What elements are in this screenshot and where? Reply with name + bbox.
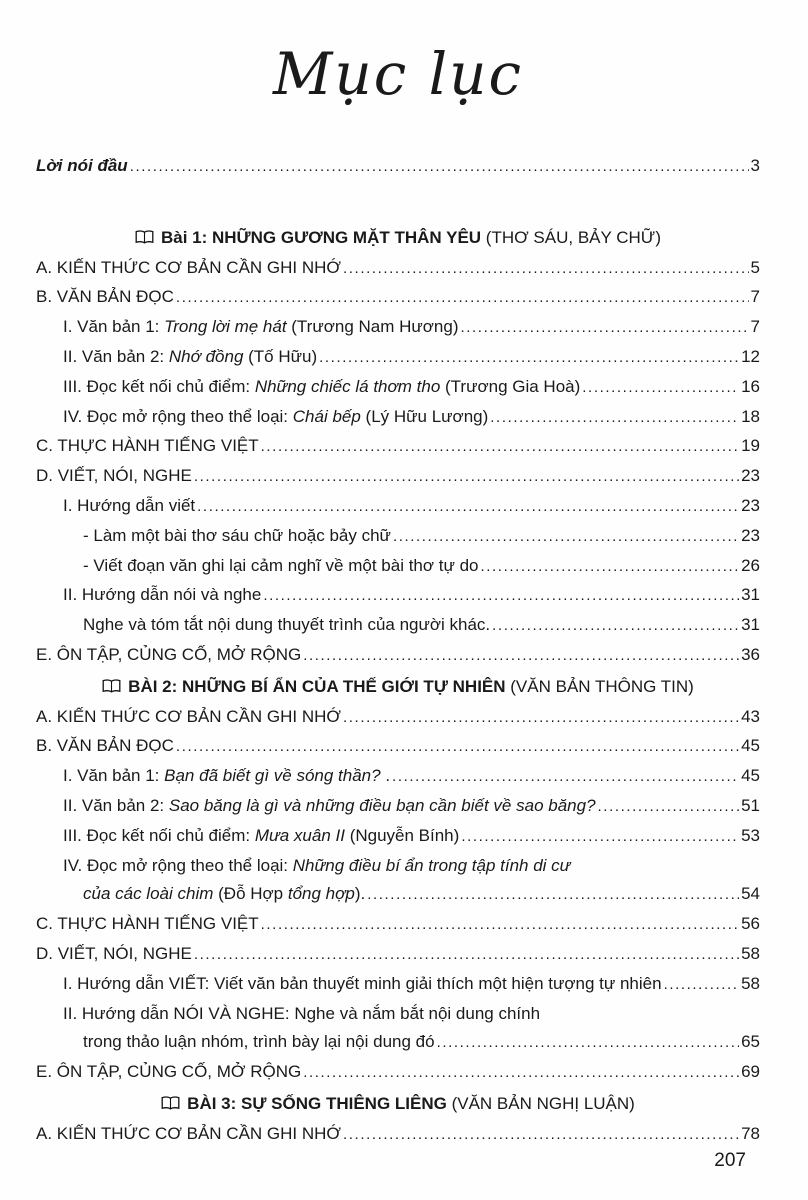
toc-page-number: 65 xyxy=(741,1032,760,1052)
dot-leader xyxy=(197,492,739,522)
toc-entry xyxy=(36,852,760,881)
toc-entry xyxy=(36,403,760,433)
toc-entry-text: E. ÔN TẬP, CỦNG CỐ, MỞ RỘNG xyxy=(36,1062,302,1082)
dot-leader xyxy=(598,792,740,822)
dot-leader xyxy=(194,462,739,492)
toc-entry-text: E. ÔN TẬP, CỦNG CỐ, MỞ RỘNG xyxy=(36,644,302,664)
dot-leader xyxy=(303,1058,739,1088)
toc-page-number: 18 xyxy=(741,406,760,426)
toc-entry-text: B. VĂN BẢN ĐỌC xyxy=(36,736,174,756)
toc-page-number: 23 xyxy=(741,466,760,486)
dot-leader xyxy=(481,552,740,582)
toc-entry xyxy=(36,641,760,671)
toc-page-number: 23 xyxy=(741,525,760,545)
dot-leader xyxy=(176,283,749,313)
book-icon xyxy=(135,225,154,254)
toc-entry xyxy=(36,1058,760,1088)
toc-page-number: 45 xyxy=(741,736,760,756)
dot-leader xyxy=(263,581,739,611)
dot-leader xyxy=(367,880,739,910)
dot-leader xyxy=(492,611,739,641)
toc-page-number: 3 xyxy=(750,156,760,175)
toc-entry-text: Lời nói đầu xyxy=(36,156,128,175)
dot-leader xyxy=(461,822,739,852)
dot-leader xyxy=(261,432,739,462)
toc-entry-text: III. Đọc kết nối chủ điểm: Những chiếc lá thơm tho (Trương Gia Hoà) xyxy=(63,376,581,396)
dot-leader xyxy=(582,373,739,403)
toc-entry xyxy=(36,970,760,1000)
dot-leader xyxy=(490,403,739,433)
page-number: 207 xyxy=(714,1150,746,1171)
toc-entry-text: - Viết đoạn văn ghi lại cảm nghĩ về một bài thơ tự do xyxy=(83,555,479,575)
toc-list xyxy=(36,152,760,1150)
dot-leader xyxy=(461,313,749,343)
toc-entry-text: I. Hướng dẫn VIẾT: Viết văn bản thuyết minh giải thích một hiện tượng tự nhiên xyxy=(63,973,662,993)
toc-page-number: 23 xyxy=(741,495,760,515)
toc-page-number: 16 xyxy=(741,376,760,396)
toc-page-number: 69 xyxy=(741,1062,760,1082)
toc-page-number: 19 xyxy=(741,436,760,456)
toc-page-number: 7 xyxy=(750,287,760,307)
dot-leader xyxy=(343,254,749,284)
toc-entry xyxy=(36,152,760,182)
toc-page-number: 58 xyxy=(741,973,760,993)
toc-heading xyxy=(36,224,760,254)
toc-page-number: 26 xyxy=(741,555,760,575)
toc-entry-text: C. THỰC HÀNH TIẾNG VIỆT xyxy=(36,914,259,934)
toc-page-number: 45 xyxy=(741,766,760,786)
toc-heading xyxy=(36,1090,760,1120)
toc-entry-text: II. Hướng dẫn NÓI VÀ NGHE: Nghe và nắm bắt nội dung chính xyxy=(63,1003,541,1023)
toc-entry xyxy=(36,254,760,284)
toc-entry xyxy=(36,822,760,852)
toc-entry xyxy=(36,522,760,552)
toc-entry-text: I. Văn bản 1: Trong lời mẹ hát (Trương Nam Hương) xyxy=(63,317,459,337)
toc-entry xyxy=(36,611,760,641)
toc-page-number: 36 xyxy=(741,644,760,664)
toc-entry-text: Bài 1: NHỮNG GƯƠNG MẶT THÂN YÊU (THƠ SÁU, BẢY CHỮ) xyxy=(160,227,661,247)
toc-entry xyxy=(36,703,760,733)
toc-entry-text: trong thảo luận nhóm, trình bày lại nội dung đó xyxy=(83,1032,435,1052)
toc-entry xyxy=(36,462,760,492)
toc-entry-text: D. VIẾT, NÓI, NGHE xyxy=(36,466,192,486)
toc-entry xyxy=(36,732,760,762)
dot-leader xyxy=(130,152,749,182)
page-title: Mục lục xyxy=(272,40,524,108)
toc-entry xyxy=(36,552,760,582)
toc-entry-text: D. VIẾT, NÓI, NGHE xyxy=(36,943,192,963)
dot-leader xyxy=(343,1120,739,1150)
toc-entry xyxy=(36,1120,760,1150)
toc-entry-text: I. Văn bản 1: Bạn đã biết gì về sóng thần? . xyxy=(63,766,391,786)
toc-page-number: 12 xyxy=(741,346,760,366)
dot-leader xyxy=(437,1028,739,1058)
toc-entry xyxy=(36,910,760,940)
toc-page-number: 58 xyxy=(741,943,760,963)
toc-entry xyxy=(36,283,760,313)
dot-leader xyxy=(176,732,739,762)
toc-page-number: 31 xyxy=(741,585,760,605)
toc-entry xyxy=(36,1028,760,1058)
toc-entry-text: II. Văn bản 2: Nhớ đồng (Tố Hữu) xyxy=(63,346,318,366)
toc-page-number: 53 xyxy=(741,825,760,845)
toc-page-number: 56 xyxy=(741,914,760,934)
toc-page-number: 43 xyxy=(741,706,760,726)
toc-entry xyxy=(36,792,760,822)
dot-leader xyxy=(393,522,739,552)
toc-entry-text: II. Hướng dẫn nói và nghe xyxy=(63,585,262,605)
dot-leader xyxy=(261,910,739,940)
toc-entry-text: II. Văn bản 2: Sao băng là gì và những điều bạn cần biết về sao băng? xyxy=(63,795,596,815)
toc-entry-text: A. KIẾN THỨC CƠ BẢN CẦN GHI NHỚ xyxy=(36,1123,342,1143)
toc-entry-text: IV. Đọc mở rộng theo thể loại: Những điều bí ẩn trong tập tính di cư xyxy=(63,855,571,875)
toc-entry-text: BÀI 3: SỰ SỐNG THIÊNG LIÊNG (VĂN BẢN NGHỊ LUẬN) xyxy=(187,1093,635,1113)
toc-entry xyxy=(36,432,760,462)
toc-entry-text: I. Hướng dẫn viết xyxy=(63,495,196,515)
toc-heading xyxy=(36,673,760,703)
toc-entry xyxy=(36,762,760,792)
toc-entry-text: III. Đọc kết nối chủ điểm: Mưa xuân II (Nguyễn Bính) xyxy=(63,825,460,845)
toc-entry-text: IV. Đọc mở rộng theo thể loại: Chái bếp (Lý Hữu Lương) xyxy=(63,406,489,426)
toc-entry xyxy=(36,1000,760,1029)
book-icon xyxy=(102,674,121,703)
dot-leader xyxy=(392,762,739,792)
toc-entry xyxy=(36,880,760,910)
dot-leader xyxy=(343,703,739,733)
dot-leader xyxy=(194,940,739,970)
toc-entry xyxy=(36,581,760,611)
toc-entry-text: B. VĂN BẢN ĐỌC xyxy=(36,287,174,307)
book-icon xyxy=(161,1091,180,1120)
toc-entry xyxy=(36,313,760,343)
toc-page-number: 31 xyxy=(741,615,760,635)
toc-entry-text: C. THỰC HÀNH TIẾNG VIỆT xyxy=(36,436,259,456)
toc-page-number: 7 xyxy=(750,317,760,337)
dot-leader xyxy=(319,343,739,373)
toc-entry-text: của các loài chim (Đỗ Hợp tổng hợp). xyxy=(83,884,366,904)
toc-entry-text: - Làm một bài thơ sáu chữ hoặc bảy chữ xyxy=(83,525,391,545)
toc-entry xyxy=(36,343,760,373)
toc-page-number: 5 xyxy=(750,257,760,277)
toc-entry-text: A. KIẾN THỨC CƠ BẢN CẦN GHI NHỚ xyxy=(36,706,342,726)
toc-entry-text: Nghe và tóm tắt nội dung thuyết trình của người khác. xyxy=(83,615,491,635)
toc-page-number: 54 xyxy=(741,884,760,904)
dot-leader xyxy=(664,970,740,1000)
toc-page-number: 78 xyxy=(741,1123,760,1143)
toc-entry-text: BÀI 2: NHỮNG BÍ ẨN CỦA THẾ GIỚI TỰ NHIÊN (VĂN BẢN THÔNG TIN) xyxy=(128,676,694,696)
toc-entry xyxy=(36,940,760,970)
toc-entry xyxy=(36,492,760,522)
toc-entry xyxy=(36,373,760,403)
toc-page-number: 51 xyxy=(741,795,760,815)
toc-entry-text: A. KIẾN THỨC CƠ BẢN CẦN GHI NHỚ xyxy=(36,257,342,277)
dot-leader xyxy=(303,641,739,671)
